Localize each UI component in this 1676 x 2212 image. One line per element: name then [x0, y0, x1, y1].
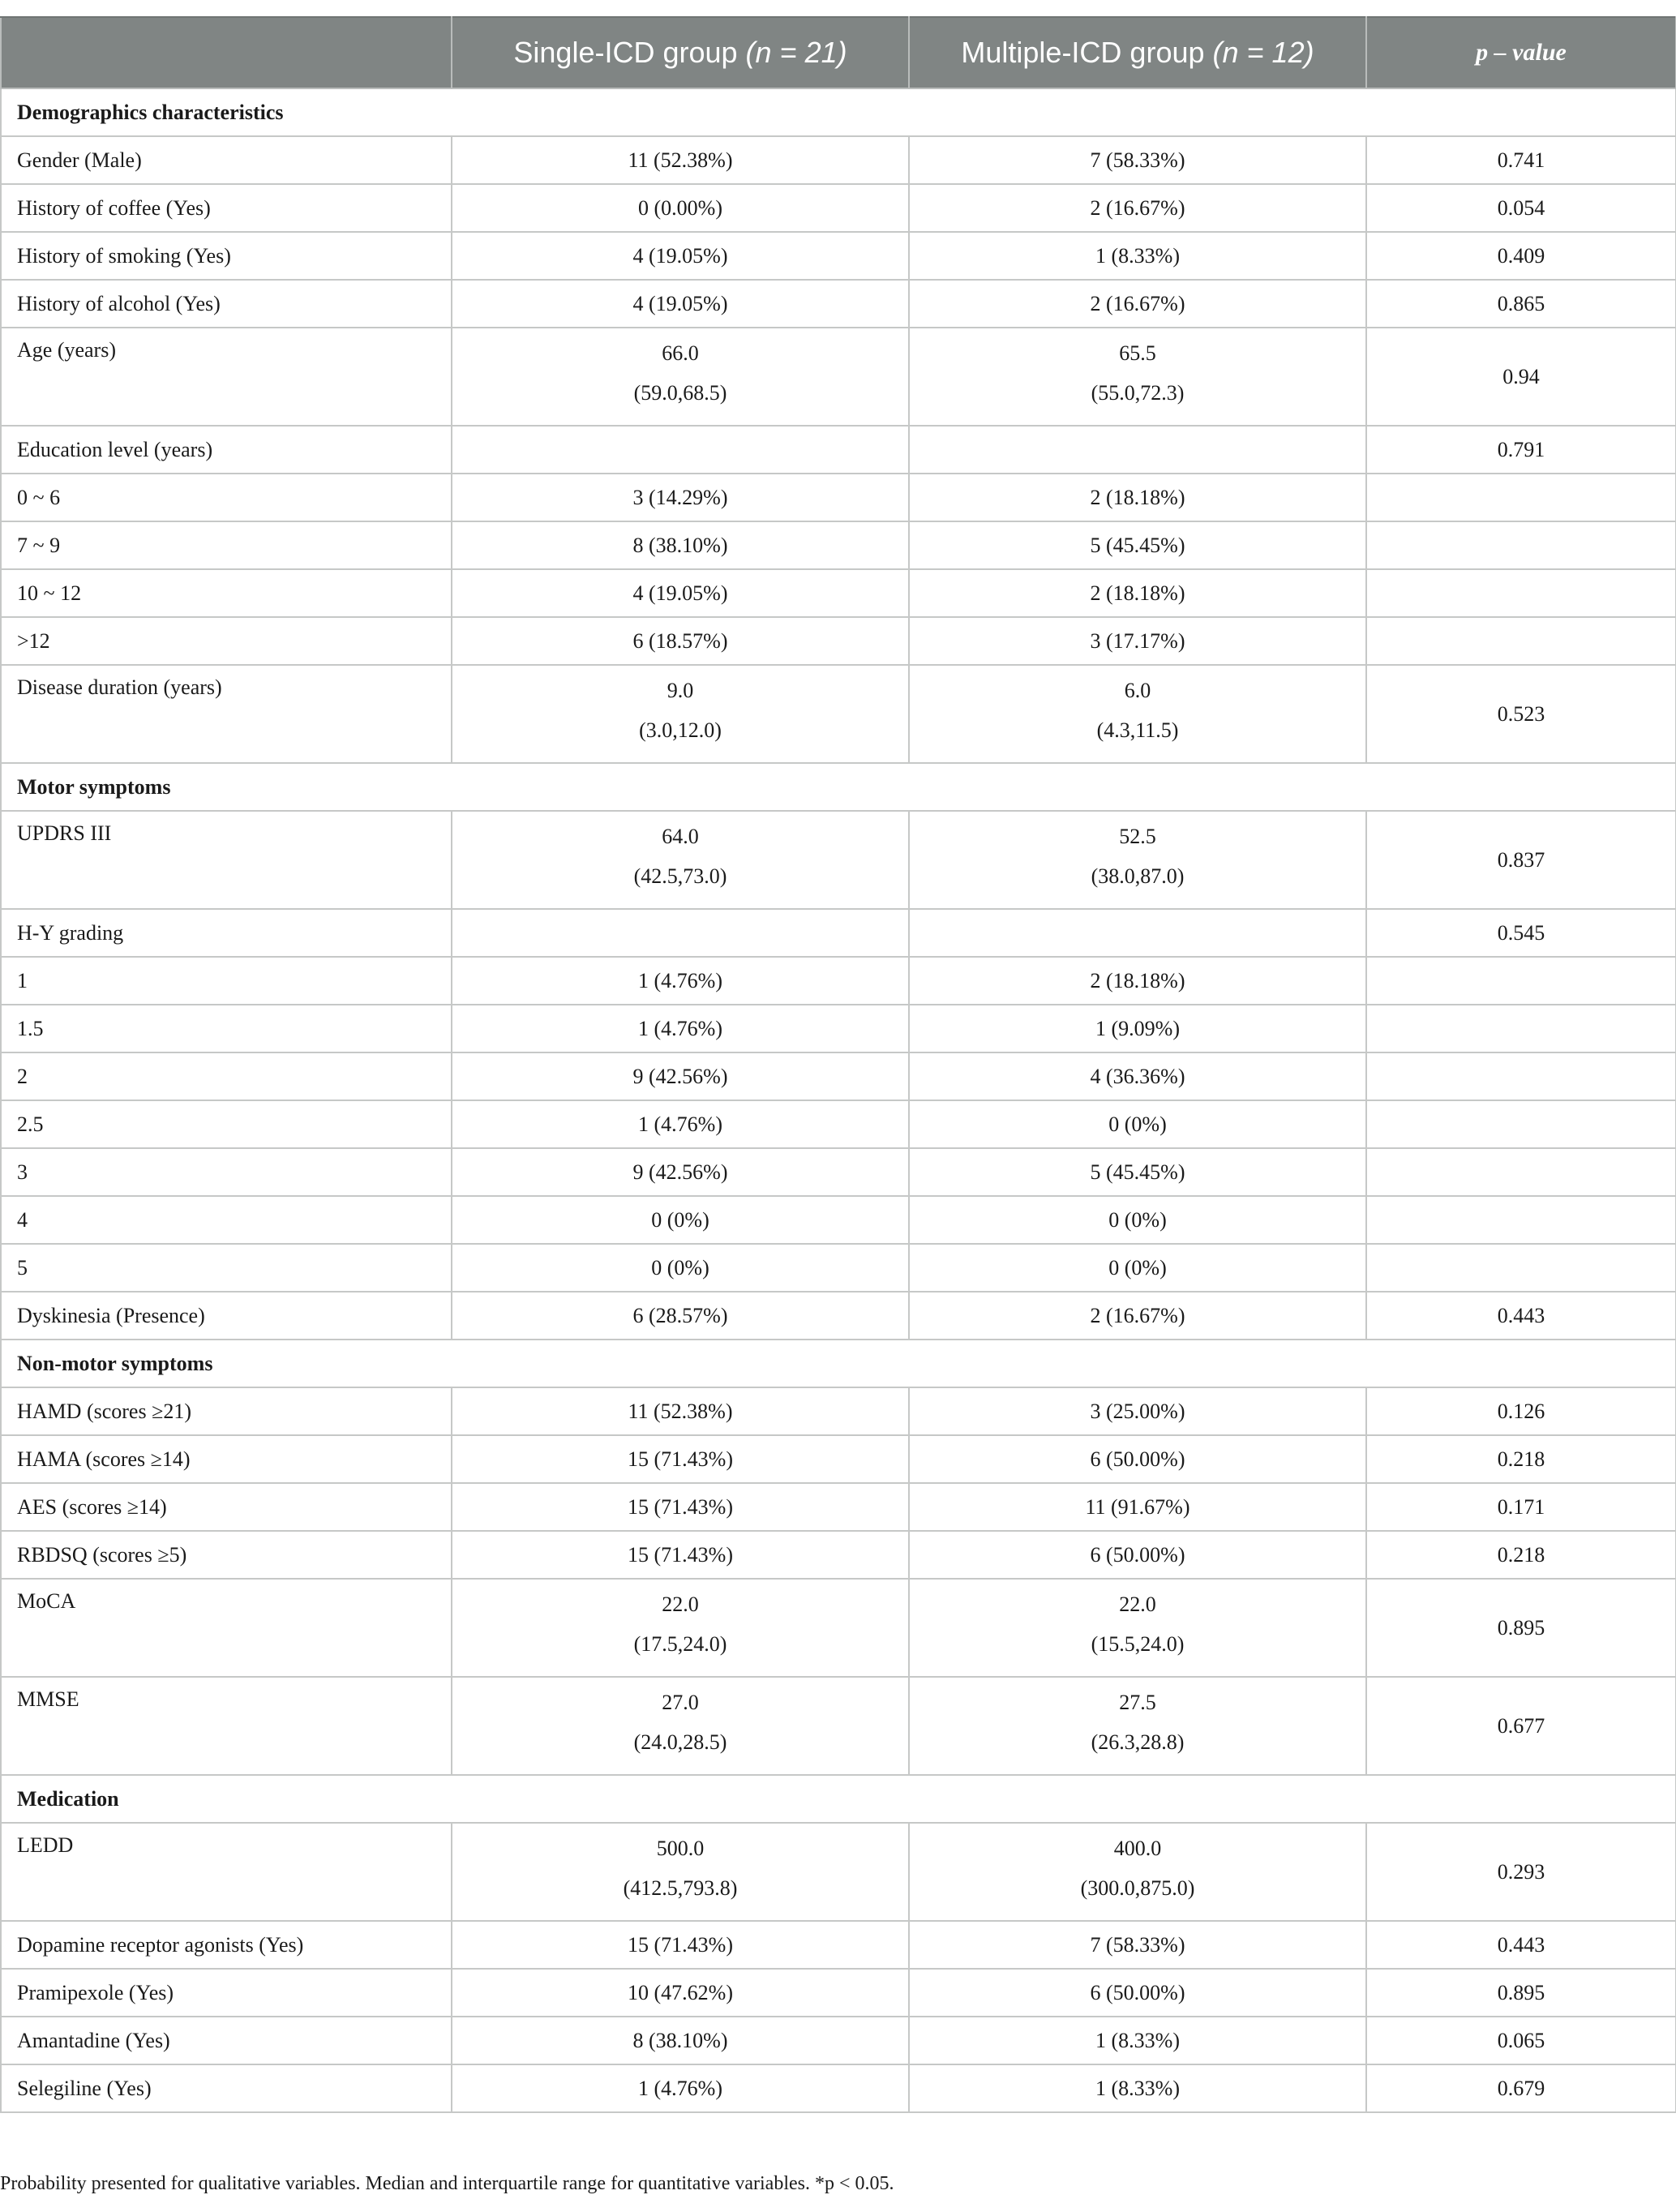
p-value-cell: 0.293 [1366, 1823, 1676, 1921]
row-label: Amantadine (Yes) [1, 2017, 452, 2064]
single-icd-cell: 8 (38.10%) [452, 521, 909, 569]
table-row [1, 811, 1676, 909]
table-row [1, 1483, 1676, 1531]
single-icd-cell: 1 (4.76%) [452, 957, 909, 1005]
p-value-cell [1366, 617, 1676, 665]
row-label: Education level (years) [1, 426, 452, 474]
single-icd-cell: 8 (38.10%) [452, 2017, 909, 2064]
single-icd-cell: 1 (4.76%) [452, 2064, 909, 2112]
row-label: Disease duration (years) [1, 665, 452, 763]
p-value-cell [1366, 1196, 1676, 1244]
p-value-cell [1366, 569, 1676, 617]
row-label: HAMA (scores ≥14) [1, 1435, 452, 1483]
table-row [1, 1052, 1676, 1100]
p-value-cell [1366, 1148, 1676, 1196]
multiple-icd-cell: 1 (9.09%) [909, 1005, 1366, 1052]
p-value-cell: 0.791 [1366, 426, 1676, 474]
single-icd-cell [452, 811, 909, 909]
single-iqr: (17.5,24.0) [633, 1632, 727, 1656]
row-label: History of coffee (Yes) [1, 184, 452, 232]
p-value-cell: 0.443 [1366, 1921, 1676, 1969]
single-icd-cell: 0 (0%) [452, 1244, 909, 1292]
p-value-cell [1366, 1005, 1676, 1052]
table-row [1, 521, 1676, 569]
p-value-cell: 0.895 [1366, 1969, 1676, 2017]
single-icd-cell: 6 (28.57%) [452, 1292, 909, 1340]
section-heading: Medication [1, 1775, 1676, 1823]
p-value-cell: 0.218 [1366, 1435, 1676, 1483]
table-row [1, 1579, 1676, 1677]
table-footnote: Probability presented for qualitative variables. Median and interquartile range for quantitative variables. *p < 0.05. [0, 2173, 894, 2194]
table-row [1, 1531, 1676, 1579]
row-label: 0 ~ 6 [1, 474, 452, 521]
section-heading: Non-motor symptoms [1, 1340, 1676, 1387]
multiple-icd-cell: 0 (0%) [909, 1100, 1366, 1148]
multiple-iqr: (38.0,87.0) [1091, 864, 1185, 888]
table-row [1, 184, 1676, 232]
p-value-cell: 0.523 [1366, 665, 1676, 763]
header-multiple-icd-n: (n = 12) [1212, 36, 1314, 69]
row-label: Selegiline (Yes) [1, 2064, 452, 2112]
multiple-icd-cell [909, 328, 1366, 426]
single-icd-cell: 15 (71.43%) [452, 1531, 909, 1579]
row-label: Pramipexole (Yes) [1, 1969, 452, 2017]
table-body [1, 88, 1676, 2112]
p-value-cell: 0.065 [1366, 2017, 1676, 2064]
table-row [1, 328, 1676, 426]
single-icd-cell: 0 (0.00%) [452, 184, 909, 232]
single-median: 9.0 [667, 679, 694, 702]
table-row [1, 1969, 1676, 2017]
row-label: History of smoking (Yes) [1, 232, 452, 280]
table-row [1, 1823, 1676, 1921]
multiple-icd-cell: 2 (18.18%) [909, 957, 1366, 1005]
table-row [1, 2017, 1676, 2064]
p-value-cell: 0.865 [1366, 280, 1676, 328]
single-iqr: (3.0,12.0) [639, 718, 722, 742]
single-icd-cell: 15 (71.43%) [452, 1435, 909, 1483]
multiple-icd-cell: 2 (16.67%) [909, 1292, 1366, 1340]
table-row [1, 136, 1676, 184]
p-value-cell: 0.837 [1366, 811, 1676, 909]
p-value-cell [1366, 957, 1676, 1005]
row-label: Dyskinesia (Presence) [1, 1292, 452, 1340]
row-label: >12 [1, 617, 452, 665]
row-label: Age (years) [1, 328, 452, 426]
multiple-icd-cell: 6 (50.00%) [909, 1531, 1366, 1579]
p-value-cell: 0.741 [1366, 136, 1676, 184]
row-label: Gender (Male) [1, 136, 452, 184]
table-row [1, 1196, 1676, 1244]
section-heading: Motor symptoms [1, 763, 1676, 811]
table-header [1, 17, 1676, 88]
header-p-value: p – value [1366, 17, 1676, 88]
single-icd-cell [452, 909, 909, 957]
multiple-icd-cell: 4 (36.36%) [909, 1052, 1366, 1100]
multiple-icd-cell: 2 (18.18%) [909, 474, 1366, 521]
multiple-icd-cell: 0 (0%) [909, 1244, 1366, 1292]
multiple-icd-cell: 7 (58.33%) [909, 1921, 1366, 1969]
multiple-iqr: (15.5,24.0) [1091, 1632, 1185, 1656]
section-row [1, 88, 1676, 136]
header-variable [1, 17, 452, 88]
row-label: LEDD [1, 1823, 452, 1921]
p-value-cell: 0.126 [1366, 1387, 1676, 1435]
row-label: 1 [1, 957, 452, 1005]
single-icd-cell: 15 (71.43%) [452, 1483, 909, 1531]
single-icd-cell: 1 (4.76%) [452, 1100, 909, 1148]
multiple-iqr: (4.3,11.5) [1096, 718, 1179, 742]
multiple-icd-cell [909, 1677, 1366, 1775]
section-row [1, 1775, 1676, 1823]
multiple-iqr: (300.0,875.0) [1080, 1876, 1195, 1900]
multiple-median: 6.0 [1124, 679, 1151, 702]
p-value-cell [1366, 474, 1676, 521]
section-row [1, 1340, 1676, 1387]
multiple-icd-cell: 3 (25.00%) [909, 1387, 1366, 1435]
multiple-icd-cell: 0 (0%) [909, 1196, 1366, 1244]
p-value-cell: 0.443 [1366, 1292, 1676, 1340]
single-icd-cell: 0 (0%) [452, 1196, 909, 1244]
row-label: RBDSQ (scores ≥5) [1, 1531, 452, 1579]
multiple-icd-cell [909, 426, 1366, 474]
multiple-icd-cell: 7 (58.33%) [909, 136, 1366, 184]
table-row [1, 1292, 1676, 1340]
table-row [1, 1244, 1676, 1292]
multiple-median: 400.0 [1113, 1837, 1162, 1860]
single-icd-cell [452, 426, 909, 474]
header-single-icd-n: (n = 21) [745, 36, 847, 69]
row-label: Dopamine receptor agonists (Yes) [1, 1921, 452, 1969]
single-median: 66.0 [662, 341, 699, 365]
single-icd-cell: 1 (4.76%) [452, 1005, 909, 1052]
table-row [1, 232, 1676, 280]
row-label: MoCA [1, 1579, 452, 1677]
p-value-cell [1366, 1052, 1676, 1100]
row-label: History of alcohol (Yes) [1, 280, 452, 328]
row-label: 4 [1, 1196, 452, 1244]
row-label: HAMD (scores ≥21) [1, 1387, 452, 1435]
table-row [1, 1387, 1676, 1435]
single-icd-cell: 9 (42.56%) [452, 1052, 909, 1100]
header-single-icd-label: Single-ICD group [513, 36, 746, 69]
p-value-cell: 0.677 [1366, 1677, 1676, 1775]
single-icd-cell [452, 665, 909, 763]
single-icd-cell [452, 1677, 909, 1775]
multiple-median: 52.5 [1119, 825, 1156, 848]
single-iqr: (412.5,793.8) [623, 1876, 738, 1900]
multiple-icd-cell: 1 (8.33%) [909, 2017, 1366, 2064]
multiple-icd-cell [909, 665, 1366, 763]
p-value-cell [1366, 521, 1676, 569]
multiple-median: 22.0 [1119, 1593, 1156, 1616]
p-value-cell: 0.054 [1366, 184, 1676, 232]
row-label: 7 ~ 9 [1, 521, 452, 569]
row-label: UPDRS III [1, 811, 452, 909]
row-label: 1.5 [1, 1005, 452, 1052]
table-row [1, 474, 1676, 521]
table-row [1, 1677, 1676, 1775]
multiple-icd-cell: 6 (50.00%) [909, 1435, 1366, 1483]
multiple-icd-cell: 11 (91.67%) [909, 1483, 1366, 1531]
table-row [1, 2064, 1676, 2112]
data-table [0, 16, 1676, 2113]
table-row [1, 280, 1676, 328]
single-icd-cell: 11 (52.38%) [452, 136, 909, 184]
multiple-median: 27.5 [1119, 1691, 1156, 1714]
single-median: 500.0 [656, 1837, 705, 1860]
multiple-iqr: (26.3,28.8) [1091, 1730, 1185, 1754]
multiple-icd-cell: 3 (17.17%) [909, 617, 1366, 665]
multiple-icd-cell: 2 (16.67%) [909, 280, 1366, 328]
row-label: MMSE [1, 1677, 452, 1775]
row-label: H-Y grading [1, 909, 452, 957]
single-iqr: (59.0,68.5) [633, 381, 727, 405]
section-heading: Demographics characteristics [1, 88, 1676, 136]
p-value-cell: 0.218 [1366, 1531, 1676, 1579]
p-value-cell: 0.895 [1366, 1579, 1676, 1677]
header-row [1, 17, 1676, 88]
multiple-icd-cell [909, 1823, 1366, 1921]
table-row [1, 617, 1676, 665]
multiple-icd-cell [909, 811, 1366, 909]
multiple-iqr: (55.0,72.3) [1091, 381, 1185, 405]
single-icd-cell: 11 (52.38%) [452, 1387, 909, 1435]
p-value-cell: 0.94 [1366, 328, 1676, 426]
row-label: 3 [1, 1148, 452, 1196]
single-icd-cell [452, 328, 909, 426]
single-icd-cell: 6 (18.57%) [452, 617, 909, 665]
table-row [1, 665, 1676, 763]
row-label: 2.5 [1, 1100, 452, 1148]
multiple-median: 65.5 [1119, 341, 1156, 365]
multiple-icd-cell: 5 (45.45%) [909, 521, 1366, 569]
single-median: 22.0 [662, 1593, 699, 1616]
table-container [0, 16, 1675, 2113]
single-icd-cell: 15 (71.43%) [452, 1921, 909, 1969]
multiple-icd-cell: 2 (16.67%) [909, 184, 1366, 232]
header-single-icd [452, 17, 909, 88]
multiple-icd-cell: 1 (8.33%) [909, 2064, 1366, 2112]
p-value-cell: 0.545 [1366, 909, 1676, 957]
table-row [1, 1921, 1676, 1969]
p-value-cell: 0.409 [1366, 232, 1676, 280]
table-row [1, 909, 1676, 957]
row-label: 2 [1, 1052, 452, 1100]
single-icd-cell: 4 (19.05%) [452, 280, 909, 328]
table-row [1, 569, 1676, 617]
table-row [1, 426, 1676, 474]
table-row [1, 957, 1676, 1005]
table-row [1, 1148, 1676, 1196]
single-icd-cell [452, 1579, 909, 1677]
table-row [1, 1005, 1676, 1052]
row-label: AES (scores ≥14) [1, 1483, 452, 1531]
single-iqr: (42.5,73.0) [633, 864, 727, 888]
multiple-icd-cell: 1 (8.33%) [909, 232, 1366, 280]
single-icd-cell [452, 1823, 909, 1921]
row-label: 5 [1, 1244, 452, 1292]
row-label: 10 ~ 12 [1, 569, 452, 617]
p-value-cell: 0.679 [1366, 2064, 1676, 2112]
single-icd-cell: 4 (19.05%) [452, 232, 909, 280]
multiple-icd-cell [909, 909, 1366, 957]
p-value-cell: 0.171 [1366, 1483, 1676, 1531]
single-icd-cell: 9 (42.56%) [452, 1148, 909, 1196]
section-row [1, 763, 1676, 811]
single-median: 27.0 [662, 1691, 699, 1714]
multiple-icd-cell: 6 (50.00%) [909, 1969, 1366, 2017]
header-multiple-icd-label: Multiple-ICD group [961, 36, 1213, 69]
multiple-icd-cell [909, 1579, 1366, 1677]
multiple-icd-cell: 5 (45.45%) [909, 1148, 1366, 1196]
single-icd-cell: 4 (19.05%) [452, 569, 909, 617]
p-value-cell [1366, 1244, 1676, 1292]
single-median: 64.0 [662, 825, 699, 848]
header-multiple-icd [909, 17, 1366, 88]
single-icd-cell: 10 (47.62%) [452, 1969, 909, 2017]
p-value-cell [1366, 1100, 1676, 1148]
multiple-icd-cell: 2 (18.18%) [909, 569, 1366, 617]
single-iqr: (24.0,28.5) [633, 1730, 727, 1754]
single-icd-cell: 3 (14.29%) [452, 474, 909, 521]
table-row [1, 1435, 1676, 1483]
table-row [1, 1100, 1676, 1148]
